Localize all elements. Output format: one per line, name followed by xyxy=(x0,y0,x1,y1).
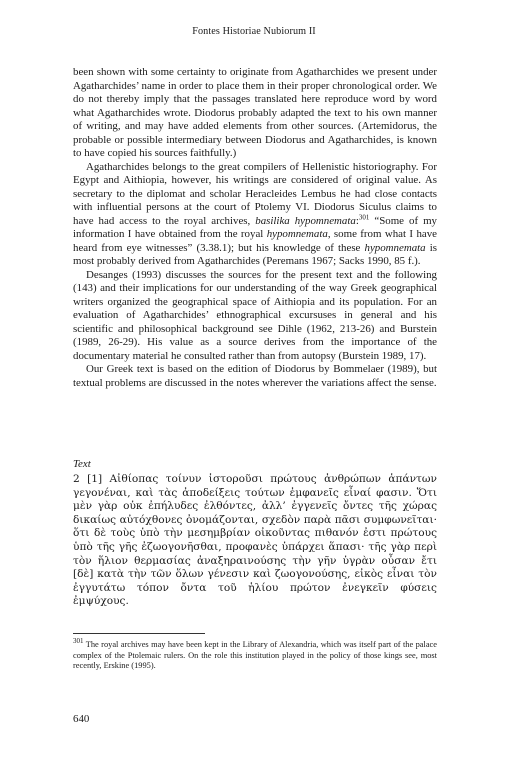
italic-term: hypomnemata xyxy=(266,228,328,240)
footnote-text: The royal archives may have been kept in the Library of Alexandria, which was itself part of the palace complex of the Ptolemaic rulers. On the role this institution played in the policy of those kings see, most recently, Erskine (1995). xyxy=(73,640,437,671)
footnote-divider xyxy=(73,633,205,634)
italic-term: hypomnemata xyxy=(364,241,426,254)
footnote-reference: 301 xyxy=(358,212,370,221)
paragraph-1: been shown with some certainty to originate from Agatharchides we present under Agatharchides’ name in order to place them in their proper chronological order. We do not thereby imply that the passages translated here reproduce word by word what Agatharchides wrote. Diodorus probably adapted the text to his own manner of writing, and may have added elements from other sources. (Artemidorus, the probable or possible intermediary between Diodorus and Agatharchides, is known to have copied his sources faithfully.) xyxy=(73,66,437,159)
footnote-number: 301 xyxy=(73,637,84,646)
paragraph-3: Desanges (1993) discusses the sources for the present text and the following (143) and their implications for our understanding of the way Greek geographical writers organized the geographical space of Aithiopia and its population. For an evaluation of Agatharchides’ ethnographical excursuses in general and his scientific and philosophical background see Dihle (1962, 213-26) and Burstein (1989, 26-29). His value as a source derives from the importance of the documentary material he consulted rather than from autopsy (Burstein 1989, 17). xyxy=(73,268,437,362)
paragraph-4: Our Greek text is based on the edition of Diodorus by Bommelaer (1989), but textual problems are discussed in the notes wherever the variations affect the sense. xyxy=(73,363,437,389)
running-header: Fontes Historiae Nubiorum II xyxy=(192,26,316,37)
paragraph-2: Agatharchides belongs to the great compilers of Hellenistic historiography. For Egypt and Aithiopia, however, his writings are considered of original value. As secretary to the diplomat and scholar Heracleides Lembus he had close contacts with influential persons at the court of Ptolemy VI. Diodorus Siculus claims to have had access to the royal archives, basilika hypomnemata:$^{301}$ “Some of my information I have obtained from the royal hypomnemata, some from what I have heard from eye witnesses” (3.38.1); but his knowledge of these hypomnemata is most probably derived from Agatharchides (Peremans 1967; Sacks 1990, 85 f.). xyxy=(73,160,438,267)
footnote xyxy=(73,637,437,672)
body-text xyxy=(73,66,437,390)
greek-text: 2 [1] Αἰθίοπας τοίνυν ἱστοροῦσι πρώτους ἀνθρώπων ἁπάντων γεγονέναι, καὶ τὰς ἀποδείξεις τούτων ἐμφανεῖς εἶναί φασιν. Ὅτι μὲν γὰρ οὐκ ἐπήλυδες ἐλθόντες, ἀλλ’ ἐγγενεῖς ὄντες τῆς χώρας δικαίως αὐτόχθονες ὀνομάζονται, σχεδὸν παρὰ πᾶσι συμφωνεῖται· ὅτι δὲ τοὺς ὑπὸ τὴν μεσημβρίαν οἰκοῦντας πιθανόν ἐστι πρώτους ὑπὸ τῆς γῆς ἐζωογονῆσθαι, προφανὲς ὑπάρχει ἅπασι· τῆς γὰρ περὶ τὸν ἥλιον θερμασίας ἀναξηραινούσης τὴν γῆν ὑγρὰν οὖσαν ἔτι [δὲ] κατὰ τὴν τῶν ὅλων γένεσιν καὶ ζωογονούσης, εἰκὸς εἶναι τὸν ἐγγυτάτω τόπον ὄντα τοῦ ἡλίου πρώτον ἐνεγκεῖν φύσεις ἐμψύχους. xyxy=(73,473,437,608)
italic-term: basilika hypomnemata xyxy=(255,214,356,227)
section-heading: Text xyxy=(73,458,91,470)
page-number: 640 xyxy=(73,713,90,725)
